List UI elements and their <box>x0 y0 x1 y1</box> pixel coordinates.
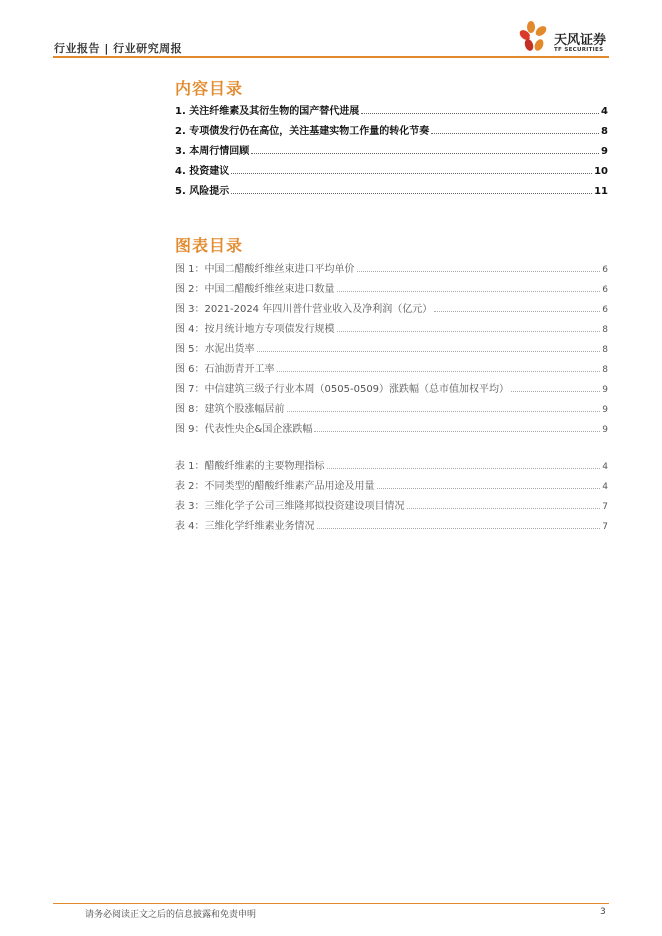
table-entry[interactable] <box>175 516 608 532</box>
toc-title: 内容目录 <box>175 79 244 98</box>
footer-disclaimer: 请务必阅读正文之后的信息披露和免责申明 <box>85 910 257 920</box>
toc-entry-page: 10 <box>594 166 608 177</box>
figure-entry-page: 9 <box>602 425 608 435</box>
toc-entry-page: 4 <box>601 106 608 117</box>
toc-entry-label: 3. 本周行情回顾 <box>175 146 250 157</box>
dot-leader <box>357 270 601 272</box>
toc-entry[interactable] <box>175 161 608 177</box>
dot-leader <box>434 310 600 312</box>
table-entry-label: 表 2：不同类型的醋酸纤维素产品用途及用量 <box>175 481 375 492</box>
figure-entry-label: 图 3：2021-2024 年四川普什营业收入及净利润（亿元） <box>175 304 433 315</box>
dot-leader <box>287 410 601 412</box>
figure-entry[interactable] <box>175 279 608 295</box>
figure-entry-page: 8 <box>602 365 608 375</box>
figure-entry[interactable] <box>175 259 608 275</box>
figure-entry[interactable] <box>175 339 608 355</box>
toc-entry-page: 9 <box>601 146 608 157</box>
toc-entry-label: 2. 专项债发行仍在高位，关注基建实物工作量的转化节奏 <box>175 126 430 137</box>
figure-entry-label: 图 7：中信建筑三级子行业本周（0505-0509）涨跌幅（总市值加权平均） <box>175 384 510 395</box>
figures-title: 图表目录 <box>175 236 244 255</box>
toc-entry[interactable] <box>175 181 608 197</box>
dot-leader <box>231 192 592 194</box>
logo-english-name: TF SECURITIES <box>554 47 604 53</box>
logo-chinese-name: 天风证券 <box>554 33 607 48</box>
table-entry-page: 4 <box>602 462 608 472</box>
table-entry[interactable] <box>175 496 608 512</box>
figure-entry-label: 图 5：水泥出货率 <box>175 344 255 355</box>
figure-entry[interactable] <box>175 399 608 415</box>
figure-entry[interactable] <box>175 299 608 315</box>
header-divider <box>53 56 609 58</box>
table-entry-label: 表 1：醋酸纤维素的主要物理指标 <box>175 461 325 472</box>
dot-leader <box>337 330 601 332</box>
figure-entry-page: 6 <box>602 305 608 315</box>
figure-entry-label: 图 6：石油沥青开工率 <box>175 364 275 375</box>
table-entry-label: 表 4：三维化学纤维素业务情况 <box>175 521 315 532</box>
dot-leader <box>511 390 600 392</box>
toc-entry-label: 5. 风险提示 <box>175 186 230 197</box>
tf-flower-icon <box>518 20 552 56</box>
figure-entry-page: 9 <box>602 385 608 395</box>
table-entry[interactable] <box>175 476 608 492</box>
table-entry-page: 4 <box>602 482 608 492</box>
figure-entry-label: 图 9：代表性央企&国企涨跌幅 <box>175 424 313 435</box>
table-entry-label: 表 3：三维化学子公司三维隆邦拟投资建设项目情况 <box>175 501 405 512</box>
figure-entry[interactable] <box>175 319 608 335</box>
toc-entry-page: 11 <box>594 186 608 197</box>
dot-leader <box>317 527 601 529</box>
figure-entry-label: 图 1：中国二醋酸纤维丝束进口平均单价 <box>175 264 355 275</box>
dot-leader <box>377 487 601 489</box>
dot-leader <box>337 290 601 292</box>
report-type-label: 行业报告 | 行业研究周报 <box>54 42 183 55</box>
table-entry-page: 7 <box>602 522 608 532</box>
dot-leader <box>327 467 601 469</box>
dot-leader <box>407 507 601 509</box>
toc-entry[interactable] <box>175 101 608 117</box>
dot-leader <box>361 112 599 114</box>
figure-entry-label: 图 8：建筑个股涨幅居前 <box>175 404 285 415</box>
table-entry[interactable] <box>175 456 608 472</box>
toc-entry[interactable] <box>175 121 608 137</box>
dot-leader <box>314 430 600 432</box>
dot-leader <box>277 370 601 372</box>
figure-entry-page: 6 <box>602 265 608 275</box>
toc-entry-label: 1. 关注纤维素及其衍生物的国产替代进展 <box>175 106 360 117</box>
toc-entry-label: 4. 投资建议 <box>175 166 230 177</box>
dot-leader <box>257 350 601 352</box>
figure-entry[interactable] <box>175 379 608 395</box>
figure-entry-page: 9 <box>602 405 608 415</box>
figure-entry-page: 8 <box>602 345 608 355</box>
toc-entry-page: 8 <box>601 126 608 137</box>
toc-entry[interactable] <box>175 141 608 157</box>
figure-entry-page: 6 <box>602 285 608 295</box>
figure-entry-page: 8 <box>602 325 608 335</box>
figure-entry-label: 图 2：中国二醋酸纤维丝束进口数量 <box>175 284 335 295</box>
footer-divider <box>53 903 609 904</box>
table-entry-page: 7 <box>602 502 608 512</box>
figure-entry[interactable] <box>175 359 608 375</box>
page-number: 3 <box>600 907 606 917</box>
dot-leader <box>431 132 599 134</box>
dot-leader <box>231 172 592 174</box>
figure-entry[interactable] <box>175 419 608 435</box>
figure-entry-label: 图 4：按月统计地方专项债发行规模 <box>175 324 335 335</box>
dot-leader <box>251 152 599 154</box>
company-logo <box>518 20 610 56</box>
